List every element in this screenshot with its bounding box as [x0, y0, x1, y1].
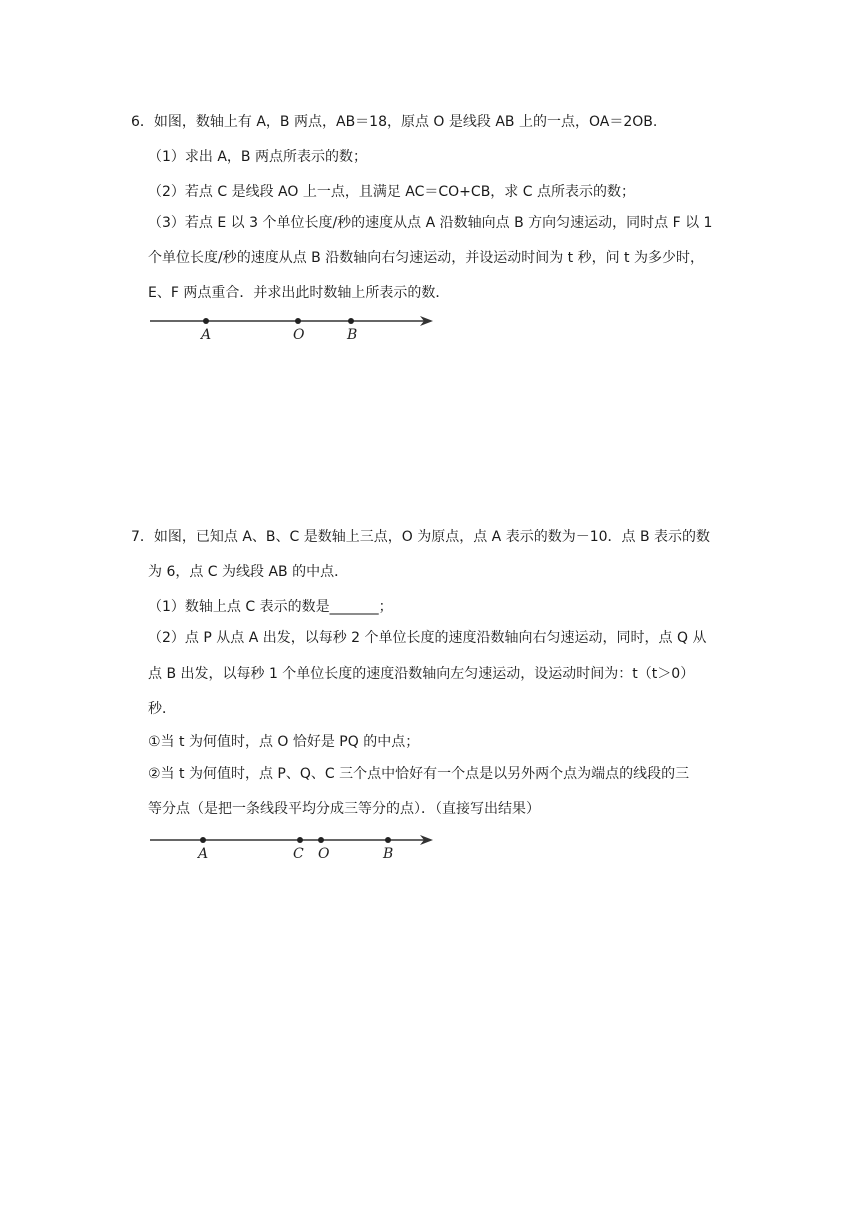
q6-part2: （2）若点 C 是线段 AO 上一点，且满足 AC＝CO+CB，求 C 点所表示的数；	[148, 184, 635, 200]
q7-part2-line2: 点 B 出发，以每秒 1 个单位长度的速度沿数轴向左匀速运动，设运动时间为：t（t＞0）	[148, 666, 695, 682]
q7-part1: （1）数轴上点 C 表示的数是_______；	[148, 599, 393, 615]
q6-part3-line2: 个单位长度/秒的速度从点 B 沿数轴向右匀速运动，并设运动时间为 t 秒，问 t 为多少时，	[148, 250, 704, 266]
point-b-dot	[385, 837, 391, 843]
point-a-label: A	[201, 327, 212, 343]
q7-stem-line1: 7．如图，已知点 A、B、C 是数轴上三点，O 为原点，点 A 表示的数为－10．点 B 表示的数	[131, 529, 711, 545]
point-b-label: B	[383, 846, 394, 862]
q6-part3-line1: （3）若点 E 以 3 个单位长度/秒的速度从点 A 沿数轴向点 B 方向匀速运动，同时点 F 以 1	[148, 215, 713, 231]
point-a-dot	[200, 837, 206, 843]
point-b-label: B	[347, 327, 358, 343]
q6-number-line	[148, 308, 448, 348]
point-b-dot	[348, 318, 354, 324]
q7-part2-line3: 秒．	[148, 701, 176, 717]
point-o-label: O	[318, 846, 330, 862]
q7-stem-line2: 为 6，点 C 为线段 AB 的中点．	[148, 564, 349, 580]
point-o-label: O	[293, 327, 305, 343]
point-a-dot	[203, 318, 209, 324]
q7-number-line	[148, 828, 448, 868]
q7-sub2-line1: ②当 t 为何值时，点 P、Q、C 三个点中恰好有一个点是以另外两个点为端点的线段的三	[148, 766, 690, 782]
point-a-label: A	[198, 846, 209, 862]
point-c-label: C	[293, 846, 304, 862]
point-c-dot	[297, 837, 303, 843]
q7-sub2-line2: 等分点（是把一条线段平均分成三等分的点）．（直接写出结果）	[148, 801, 540, 817]
q6-stem: 6．如图，数轴上有 A，B 两点，AB＝18，原点 O 是线段 AB 上的一点，OA＝2OB.	[131, 114, 658, 130]
q6-part1: （1）求出 A，B 两点所表示的数；	[148, 149, 367, 165]
q7-sub1: ①当 t 为何值时，点 O 恰好是 PQ 的中点；	[148, 734, 420, 750]
point-o-dot	[295, 318, 301, 324]
q6-part3-line3: E、F 两点重合．并求出此时数轴上所表示的数．	[148, 285, 450, 301]
q7-part2-line1: （2）点 P 从点 A 出发，以每秒 2 个单位长度的速度沿数轴向右匀速运动，同时，点 Q 从	[148, 630, 707, 646]
point-o-dot	[318, 837, 324, 843]
